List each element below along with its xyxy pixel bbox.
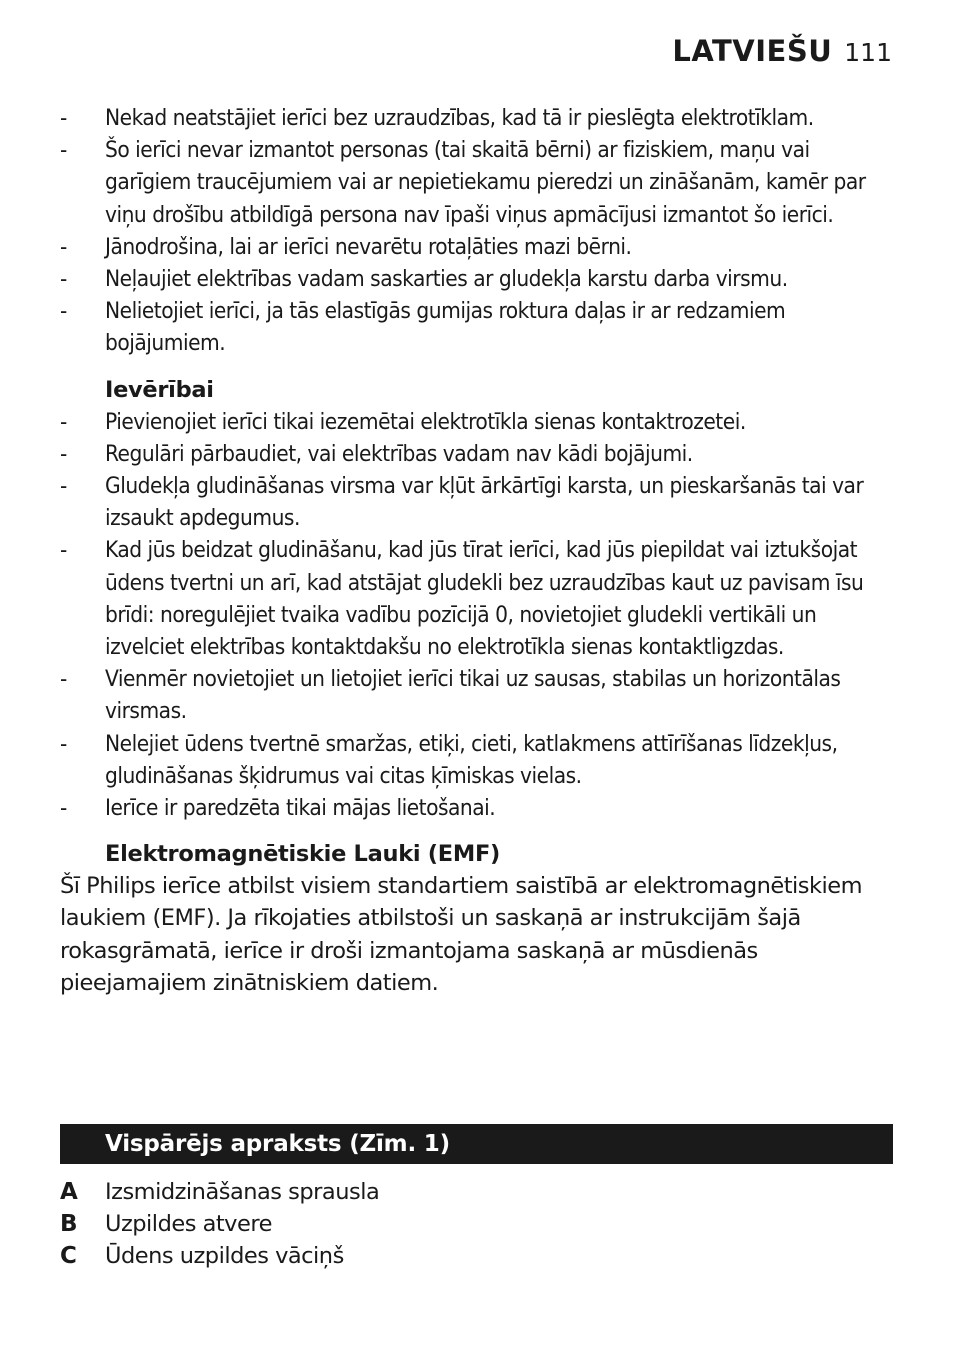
page-header — [672, 34, 892, 68]
list-item — [60, 663, 896, 727]
list-item-text: Jānodrošina, lai ar ierīci nevarētu rotaļāties mazi bērni. — [105, 233, 632, 260]
list-item — [60, 102, 896, 134]
list-item — [60, 406, 896, 438]
list-item — [60, 728, 896, 792]
emf-heading: Elektromagnētiskie Lauki (EMF) — [105, 841, 501, 868]
list-item-text: Regulāri pārbaudiet, vai elektrības vadam nav kādi bojājumi. — [105, 440, 693, 467]
part-item — [60, 1176, 379, 1208]
list-item — [60, 295, 896, 359]
part-label: Izsmidzināšanas sprausla — [105, 1179, 380, 1205]
list-item-text: Nelietojiet ierīci, ja tās elastīgās gumijas roktura daļas ir ar redzamiem bojājumiem. — [105, 298, 786, 357]
part-label: Ūdens uzpildes vāciņš — [105, 1243, 344, 1270]
list-item — [60, 470, 896, 534]
part-item — [60, 1240, 379, 1272]
list-item-text: Vienmēr novietojiet un lietojiet ierīci tikai uz sausas, stabilas un horizontālas virsmas. — [105, 666, 841, 725]
dash-bullet: - — [60, 105, 67, 131]
part-letter: A — [60, 1179, 78, 1205]
list-item-text: Neļaujiet elektrības vadam saskarties ar gludekļa karstu darba virsmu. — [105, 266, 788, 293]
list-item — [60, 134, 896, 231]
caution-list — [60, 406, 896, 825]
dash-bullet: - — [60, 137, 67, 164]
emf-paragraph: Šī Philips ierīce atbilst visiem standartiem saistībā ar elektromagnētiskiem laukiem (EMF). Ja rīkojaties atbilstoši un saskaņā ar instrukcijām šajā rokasgrāmatā, ierīce ir droši izmantojama saskaņā ar mūsdienās pieejamajiem zinātniskiem datiem. — [60, 873, 863, 996]
list-item-text: Ierīce ir paredzēta tikai mājas lietošanai. — [105, 795, 496, 822]
dash-bullet: - — [60, 298, 67, 325]
list-item-text: Nekad neatstājiet ierīci bez uzraudzības, kad tā ir pieslēgta elektrotīklam. — [105, 105, 814, 131]
list-item — [60, 534, 896, 663]
warnings-list — [60, 102, 896, 360]
part-item — [60, 1208, 379, 1240]
list-item-text: Nelejiet ūdens tvertnē smaržas, etiķi, cieti, katlakmens attīrīšanas līdzekļus, gludināšanas šķidrumus vai citas ķīmiskas vielas. — [105, 730, 838, 789]
part-label: Uzpildes atvere — [105, 1211, 272, 1238]
part-letter: C — [60, 1243, 77, 1270]
caution-heading: Ievērībai — [105, 376, 214, 403]
language-title: LATVIEŠU — [672, 34, 833, 68]
list-item-text: Šo ierīci nevar izmantot personas (tai skaitā bērni) ar fiziskiem, maņu vai garīgiem traucējumiem vai ar nepietiekamu pieredzi un zināšanām, kamēr par viņu drošību atbildīgā persona nav īpaši viņus apmācījusi izmantot šo ierīci. — [105, 137, 866, 228]
dash-bullet: - — [60, 233, 67, 260]
list-item — [60, 231, 896, 263]
list-item — [60, 438, 896, 470]
list-item — [60, 792, 896, 824]
part-letter: B — [60, 1211, 78, 1238]
dash-bullet: - — [60, 266, 67, 293]
dash-bullet: - — [60, 666, 67, 693]
list-item-text: Kad jūs beidzat gludināšanu, kad jūs tīrat ierīci, kad jūs piepildat vai iztukšojat ūdens tvertni un arī, kad atstājat gludekli bez uzraudzības kaut uz pavisam īsu brīdi: noregulējiet tvaika vadību pozīcijā 0, novietojiet gludekli vertikāli un izvelciet elektrības kontaktdakšu no elektrotīkla sienas kontaktligzdas. — [105, 537, 864, 661]
dash-bullet: - — [60, 730, 67, 757]
parts-list — [60, 1176, 379, 1273]
main-content — [60, 102, 896, 999]
dash-bullet: - — [60, 473, 67, 500]
dash-bullet: - — [60, 537, 67, 564]
section-title-bar: Vispārējs apraksts (Zīm. 1) — [60, 1124, 893, 1164]
dash-bullet: - — [60, 440, 67, 467]
list-item-text: Gludekļa gludināšanas virsma var kļūt ārkārtīgi karsta, un pieskaršanās tai var izsaukt apdegumus. — [105, 473, 864, 532]
page-number: 111 — [844, 38, 892, 67]
list-item — [60, 263, 896, 295]
dash-bullet: - — [60, 795, 67, 822]
list-item-text: Pievienojiet ierīci tikai iezemētai elektrotīkla sienas kontaktrozetei. — [105, 408, 746, 435]
dash-bullet: - — [60, 408, 67, 435]
